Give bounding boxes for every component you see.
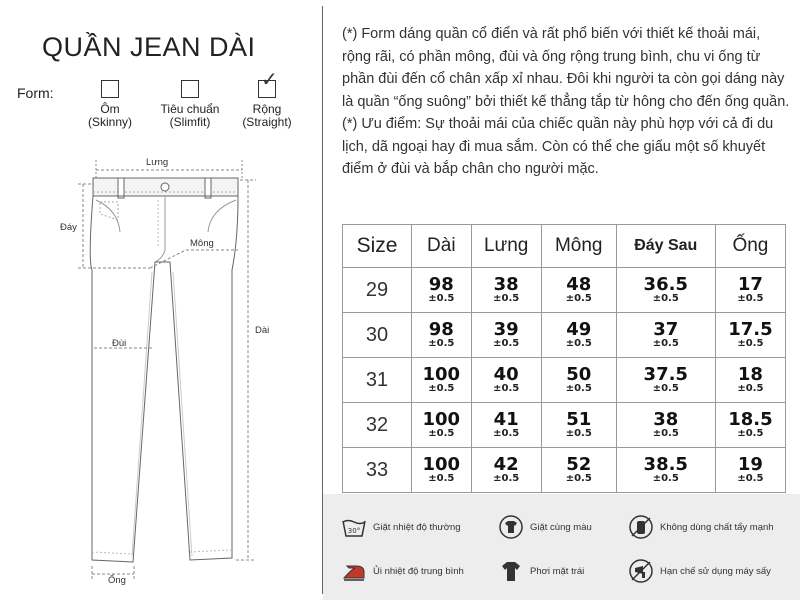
tolerance: ±0.5 <box>428 338 455 349</box>
value: 98 <box>428 319 454 340</box>
tolerance: ±0.5 <box>652 383 679 394</box>
header-dai: Dài <box>412 225 472 268</box>
value: 38.5 <box>643 454 688 475</box>
description <box>342 23 792 181</box>
size-table-body <box>343 268 786 493</box>
value-cell <box>715 448 785 493</box>
tolerance: ±0.5 <box>428 383 455 394</box>
value-cell <box>715 268 785 313</box>
value-cell <box>616 313 715 358</box>
tolerance: ±0.5 <box>493 383 520 394</box>
wash-temp: 30° <box>347 527 361 535</box>
jeans-diagram <box>0 0 322 600</box>
value-cell <box>471 313 541 358</box>
size-cell: 29 <box>343 268 412 313</box>
table-row <box>343 403 786 448</box>
care-no-bleach-label: Không dùng chất tẩy mạnh <box>660 521 774 533</box>
size-table-header <box>343 225 786 268</box>
form-option-straight-name: Rộng <box>252 102 282 116</box>
tolerance: ±0.5 <box>428 473 455 484</box>
left-panel <box>0 0 322 600</box>
form-label: Form: <box>17 85 54 101</box>
no-bleach-icon <box>628 514 654 540</box>
value: 37 <box>653 319 679 340</box>
care-wash-color-label: Giặt cùng màu <box>530 521 592 533</box>
value-cell <box>616 268 715 313</box>
value-cell <box>412 268 472 313</box>
value: 100 <box>422 364 461 385</box>
tolerance: ±0.5 <box>565 338 592 349</box>
tolerance: ±0.5 <box>493 293 520 304</box>
value: 49 <box>566 319 592 340</box>
table-row <box>343 268 786 313</box>
value: 38 <box>653 409 679 430</box>
tolerance: ±0.5 <box>652 338 679 349</box>
value-cell <box>412 313 472 358</box>
table-row <box>343 313 786 358</box>
size-cell: 32 <box>343 403 412 448</box>
tolerance: ±0.5 <box>565 428 592 439</box>
header-ong: Ống <box>715 225 785 268</box>
value-cell <box>541 448 616 493</box>
tolerance: ±0.5 <box>493 473 520 484</box>
size-cell: 33 <box>343 448 412 493</box>
value: 51 <box>566 409 592 430</box>
value: 98 <box>428 274 454 295</box>
diagram-label-day: Đáy <box>60 222 77 233</box>
value-cell <box>541 358 616 403</box>
no-dryer-icon <box>628 558 654 584</box>
value-cell <box>471 268 541 313</box>
wash-30-icon <box>341 514 367 540</box>
value: 52 <box>566 454 592 475</box>
care-no-dryer-label: Hạn chế sử dụng máy sấy <box>660 565 771 577</box>
size-cell: 30 <box>343 313 412 358</box>
description-advantages: (*) Ưu điểm: Sự thoải mái của chiếc quần này phù hợp với cả đi du lịch, dã ngoại hay đi mua sắm. Còn có thể che giấu một số khuyết điểm ở đùi và bắp chân cho người mặc. <box>342 116 774 177</box>
value-cell <box>541 403 616 448</box>
value-cell <box>541 313 616 358</box>
diagram-label-dui: Đùi <box>112 338 127 349</box>
value: 41 <box>493 409 519 430</box>
tolerance: ±0.5 <box>737 383 764 394</box>
shirt-wash-icon <box>498 514 524 540</box>
value: 40 <box>493 364 519 385</box>
tolerance: ±0.5 <box>737 473 764 484</box>
value-cell <box>471 403 541 448</box>
care-iron <box>341 558 464 584</box>
value-cell <box>616 448 715 493</box>
tolerance: ±0.5 <box>565 473 592 484</box>
tolerance: ±0.5 <box>737 428 764 439</box>
care-wash-color <box>498 514 592 540</box>
tolerance: ±0.5 <box>565 293 592 304</box>
value: 48 <box>566 274 592 295</box>
form-option-skinny-sub: (Skinny) <box>87 115 132 129</box>
value: 100 <box>422 454 461 475</box>
value: 39 <box>493 319 519 340</box>
value-cell <box>412 358 472 403</box>
value: 18 <box>737 364 763 385</box>
value: 36.5 <box>643 274 688 295</box>
form-option-skinny-name: Ôm <box>100 102 120 116</box>
care-wash-normal-label: Giặt nhiệt độ thường <box>373 521 461 533</box>
value-cell <box>471 358 541 403</box>
value: 50 <box>566 364 592 385</box>
description-form: (*) Form dáng quần cổ điển và rất phổ biến với thiết kế thoải mái, rộng rãi, có phần mông, đùi và ống rộng trung bình, chu vi ống từ phần đùi đến cổ chân xấp xỉ nhau. Đôi khi người ta còn gọi dáng này là quần “ống suông” bởi thiết kế thẳng tắp từ hông cho đến ống quần. <box>342 26 790 110</box>
care-no-dryer <box>628 558 771 584</box>
care-dry-inside-label: Phơi mặt trái <box>530 565 585 577</box>
table-row <box>343 358 786 403</box>
tolerance: ±0.5 <box>565 383 592 394</box>
diagram-label-dai: Dài <box>255 325 270 336</box>
tolerance: ±0.5 <box>652 293 679 304</box>
header-lung: Lưng <box>471 225 541 268</box>
value-cell <box>616 358 715 403</box>
value: 17 <box>737 274 763 295</box>
value: 18.5 <box>728 409 773 430</box>
value-cell <box>471 448 541 493</box>
form-option-slimfit-name: Tiêu chuẩn <box>160 102 220 116</box>
tolerance: ±0.5 <box>493 338 520 349</box>
diagram-label-ong: Ống <box>108 575 126 586</box>
value-cell <box>541 268 616 313</box>
diagram-label-mong: Mông <box>190 238 214 249</box>
care-no-bleach <box>628 514 774 540</box>
value-cell <box>412 403 472 448</box>
care-iron-label: Ủi nhiệt độ trung bình <box>373 565 464 577</box>
tolerance: ±0.5 <box>652 473 679 484</box>
header-size: Size <box>343 225 412 268</box>
tolerance: ±0.5 <box>652 428 679 439</box>
care-dry-inside <box>498 558 584 584</box>
header-mong: Mông <box>541 225 616 268</box>
value-cell <box>412 448 472 493</box>
checkmark-icon: ✓ <box>261 69 278 91</box>
page-title: QUẦN JEAN DÀI <box>42 32 256 62</box>
value: 38 <box>493 274 519 295</box>
diagram-label-lung: Lưng <box>146 157 169 168</box>
value-cell <box>715 358 785 403</box>
iron-icon <box>341 558 367 584</box>
shirt-icon <box>498 558 524 584</box>
value-cell <box>715 403 785 448</box>
value: 17.5 <box>728 319 773 340</box>
right-panel <box>323 0 800 600</box>
form-option-slimfit-sub: (Slimfit) <box>169 115 211 129</box>
tolerance: ±0.5 <box>737 293 764 304</box>
value-cell <box>715 313 785 358</box>
value: 42 <box>493 454 519 475</box>
care-wash-normal <box>341 514 461 540</box>
size-table <box>342 224 786 493</box>
value: 100 <box>422 409 461 430</box>
tolerance: ±0.5 <box>737 338 764 349</box>
tolerance: ±0.5 <box>428 428 455 439</box>
tolerance: ±0.5 <box>428 293 455 304</box>
value-cell <box>616 403 715 448</box>
form-option-straight-sub: (Straight) <box>242 115 292 129</box>
size-cell: 31 <box>343 358 412 403</box>
tolerance: ±0.5 <box>493 428 520 439</box>
value: 19 <box>737 454 763 475</box>
table-row <box>343 448 786 493</box>
header-day-sau: Đáy Sau <box>616 225 715 268</box>
value: 37.5 <box>643 364 688 385</box>
care-instructions <box>323 494 800 600</box>
